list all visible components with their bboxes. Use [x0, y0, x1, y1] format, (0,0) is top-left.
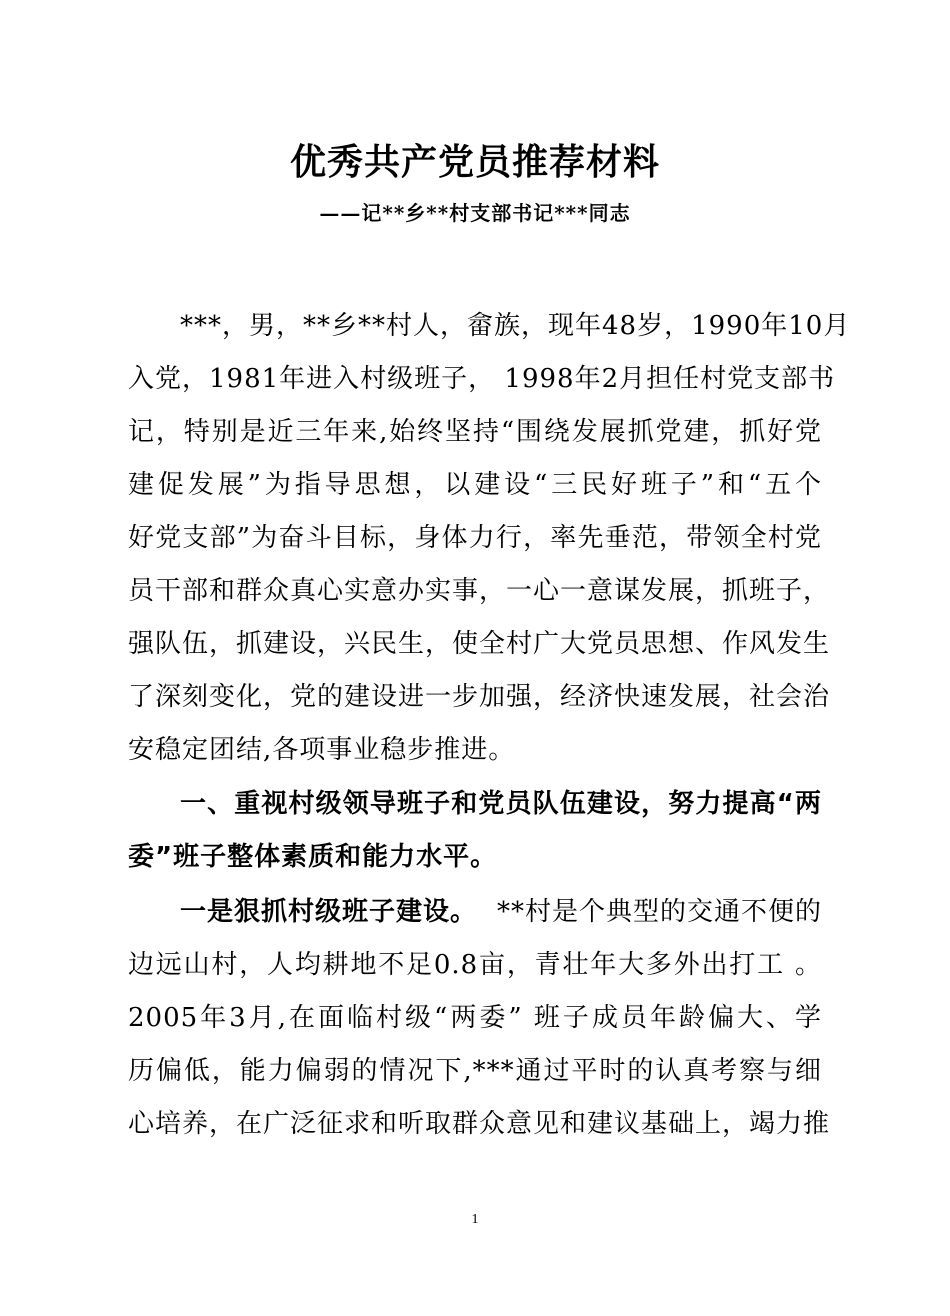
paragraph-line: 心培养，在广泛征求和听取群众意见和建议基础上，竭力推: [128, 1109, 831, 1139]
paragraph-line: 边远山村，人均耕地不足0.8亩，青壮年大多外出打工 。: [128, 950, 822, 980]
paragraph-line-rest: **村是个典型的交通不便的: [496, 897, 822, 927]
paragraph-line: 建促发展”为指导思想，以建设“三民好班子”和“五个: [128, 470, 822, 500]
paragraph-line: 入党，1981年进入村级班子， 1998年2月担任村党支部书: [128, 364, 836, 394]
paragraph-line: 安稳定团结,各项事业稳步推进。: [128, 735, 516, 765]
heading-line: 委”班子整体素质和能力水平。: [128, 842, 498, 872]
paragraph-line: ***，男，**乡**村人，畲族，现年48岁，1990年10月: [180, 311, 851, 341]
paragraph-line: 强队伍，抓建设，兴民生，使全村广大党员思想、作风发生: [128, 629, 831, 659]
paragraph-line: 好党支部”为奋斗目标，身体力行，率先垂范，带领全村党: [128, 523, 822, 553]
document-title: 优秀共产党员推荐材料: [289, 142, 660, 183]
paragraph-line: [180, 886, 822, 938]
paragraph-line: 员干部和群众真心实意办实事，一心一意谋发展，抓班子，: [128, 576, 831, 606]
page-number: 1: [471, 1212, 479, 1227]
document-subtitle: ——记**乡**村支部书记***同志: [319, 201, 631, 225]
paragraph-line: 记，特别是近三年来,始终坚持“围绕发展抓党建，抓好党: [128, 417, 822, 447]
paragraph-line: 了深刻变化，党的建设进一步加强，经济快速发展，社会治: [128, 682, 831, 712]
paragraph-line: 2005年3月,在面临村级“两委” 班子成员年龄偏大、学: [128, 1003, 822, 1033]
paragraph-line: 历偏低，能力偏弱的情况下,***通过平时的认真考察与细: [128, 1056, 822, 1086]
paragraph-lead: 一是狠抓村级班子建设。: [180, 897, 478, 927]
heading-line: 一、重视村级领导班子和党员队伍建设，努力提高“两: [180, 789, 822, 819]
